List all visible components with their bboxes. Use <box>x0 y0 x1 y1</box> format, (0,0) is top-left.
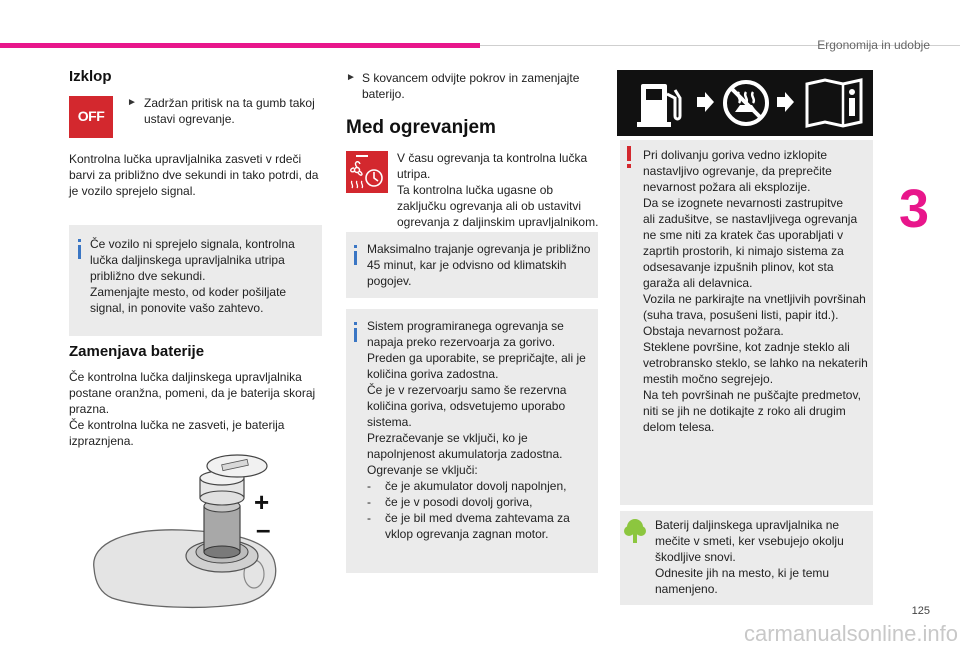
text-line: zaprtih prostorih, ki nimajo sistema za <box>643 244 844 258</box>
text-line: odsesavanje izpušnih plinov, kot sta <box>643 260 834 274</box>
list-dash: - <box>367 495 371 509</box>
text-line: vetrobransko steklo, se lahko na nekaterih <box>643 356 868 370</box>
text-line: napolnjenost akumulatorja zadostna. <box>367 447 563 461</box>
text-line: postane oranžna, pomeni, da je baterija skoraj <box>69 386 316 400</box>
text-line: V času ogrevanja ta kontrolna lučka <box>397 151 588 165</box>
text-line: Ogrevanje se vključi: <box>367 463 478 477</box>
text-line: Če kontrolna lučka daljinskega upravljalnika <box>69 370 302 384</box>
battery-minus-label: – <box>256 514 271 544</box>
text-line: utripa. <box>397 167 431 181</box>
page-number: 125 <box>911 605 930 617</box>
text-line: nevarnost požara ali eksplozije. <box>643 180 811 194</box>
list-item <box>367 510 595 526</box>
izklop-heading: Izklop <box>69 68 112 85</box>
fan-timer-icon <box>346 151 388 193</box>
text-line: baterijo. <box>362 87 405 101</box>
eco-tree-icon <box>624 518 646 544</box>
text-line: škodljive snovi. <box>655 550 736 564</box>
off-button-icon <box>69 96 113 138</box>
text-line: Vozila ne parkirajte na vnetljivih površinah <box>643 292 866 306</box>
text-line: S kovancem odvijte pokrov in zamenjajte <box>362 71 580 85</box>
battery-step <box>362 70 602 102</box>
text-line: Obstaja nevarnost požara. <box>643 324 784 338</box>
battery-heading: Zamenjava baterije <box>69 343 205 360</box>
text-line: ne sme niti za kratek čas uporabljati v <box>643 228 844 242</box>
arrow-right-icon <box>697 92 714 112</box>
chapter-number: 3 <box>898 179 930 239</box>
no-heating-icon <box>725 82 767 124</box>
izklop-step: Zadržan pritisk na ta gumb takoj ustavi ogrevanje. <box>144 96 315 126</box>
heating-indicator-icon <box>346 151 388 193</box>
text-line: Odnesite jih na mesto, ki je temu <box>655 566 830 580</box>
text-line: Na teh površinah ne puščajte predmetov, <box>643 388 861 402</box>
list-dash: - <box>367 479 371 493</box>
text-line: količina goriva zadostna. <box>367 367 499 381</box>
text-line: Maksimalno trajanje ogrevanja je približno <box>367 242 591 256</box>
list-item-continuation: vklop ogrevanja zagnan motor. <box>385 527 549 541</box>
text-line: Sistem programiranega ogrevanja se <box>367 319 564 333</box>
eco-text <box>655 517 870 597</box>
text-line: napaja preko rezervoarja za gorivo. <box>367 335 556 349</box>
text-line: nastavljivo ogrevanje, da preprečite <box>643 164 832 178</box>
info-icon-bar <box>354 328 357 342</box>
info-icon-bar <box>78 245 81 259</box>
text-line: ogrevanja z daljinskim upravljalnikom. <box>397 215 599 229</box>
text-line: lučka daljinskega upravljalnika utripa <box>90 253 285 267</box>
text-line: niti se jih ne dotikajte z roko ali drugim <box>643 404 846 418</box>
info-icon <box>354 245 357 248</box>
battery-paragraph <box>69 369 329 449</box>
text-line: sistema. <box>367 415 412 429</box>
heating-paragraph <box>397 150 602 230</box>
list-item-text: če je v posodi dovolj goriva, <box>385 495 533 509</box>
text-line: Baterij daljinskega upravljalnika ne <box>655 518 840 532</box>
list-dash: - <box>367 511 371 525</box>
warning-icon <box>627 146 631 161</box>
text-line: Preden ga uporabite, se prepričajte, ali je <box>367 351 586 365</box>
info-icon <box>78 239 81 242</box>
battery-plus-label: + <box>254 487 270 517</box>
list-item <box>367 478 595 494</box>
text-line: mečite v smeti, ker vsebujejo okolju <box>655 534 844 548</box>
section-title: Ergonomija in udobje <box>817 38 930 52</box>
text-line: Steklene površine, kot zadnje steklo ali <box>643 340 850 354</box>
fuel-pump-icon <box>637 84 680 127</box>
text-line: signal, in ponovite vašo zahtevo. <box>90 301 264 315</box>
text-line: Kontrolna lučka upravljalnika zasveti v rdeči <box>69 152 302 166</box>
header-accent-bar <box>0 43 480 48</box>
text-line: Če kontrolna lučka ne zasveti, je baterija <box>69 418 285 432</box>
text-line: izpraznjena. <box>69 434 134 448</box>
text-line: Če je v rezervoarju samo še rezervna <box>367 383 567 397</box>
off-badge-label: OFF <box>77 108 105 124</box>
text-line: delom telesa. <box>643 420 715 434</box>
arrow-right-icon <box>777 92 794 112</box>
text-line: namenjeno. <box>655 582 718 596</box>
info-icon <box>354 322 357 325</box>
text-line: približno dve sekundi. <box>90 269 206 283</box>
info-icon-bar <box>354 251 357 265</box>
text-line: Ta kontrolna lučka ugasne ob <box>397 183 554 197</box>
izklop-paragraph <box>69 151 329 199</box>
text-line: Da se izognete nevarnosti zastrupitve <box>643 196 844 210</box>
list-item-text: če je bil med dvema zahtevama za <box>385 511 570 525</box>
watermark: carmanualsonline.info <box>743 621 958 646</box>
warning-text <box>643 147 875 435</box>
text-line: (suha trava, posušeni listi, papir itd.). <box>643 308 839 322</box>
battery-replacement-illustration <box>82 448 282 610</box>
text-line: 45 minut, kar je odvisno od klimatskih <box>367 258 567 272</box>
text-line: je vozilo sprejelo signal. <box>69 184 196 198</box>
text-line: Če vozilo ni sprejelo signala, kontrolna <box>90 237 295 251</box>
text-line: prazna. <box>69 402 110 416</box>
list-item-text: če je akumulator dovolj napolnjen, <box>385 479 567 493</box>
heating-heading: Med ogrevanjem <box>346 117 496 138</box>
text-line: garaža ali delavnica. <box>643 276 753 290</box>
warning-pictogram-strip <box>617 70 873 136</box>
warning-icon-dot <box>627 164 631 168</box>
text-line: ali zadušitve, se nastavljivega ogrevanja <box>643 212 858 226</box>
text-line: Prezračevanje se vključi, ko je <box>367 431 528 445</box>
info-text-duration <box>367 241 595 289</box>
text-line: barvi za približno dve sekundi in tako potrdi, da <box>69 168 319 182</box>
text-line: pogojev. <box>367 274 412 288</box>
info-text-signal <box>90 236 318 316</box>
text-line: Pri dolivanju goriva vedno izklopite <box>643 148 828 162</box>
list-item <box>367 494 595 510</box>
arrow-bullet-icon: ► <box>346 72 356 83</box>
text-line: mestih močno segrejejo. <box>643 372 774 386</box>
arrow-bullet-icon: ► <box>127 97 137 108</box>
info-text-fuel <box>367 318 595 542</box>
manual-book-icon <box>807 80 861 126</box>
fuel-heater-manual-pictograms <box>617 70 873 136</box>
text-line: Zamenjajte mesto, od koder pošiljate <box>90 285 287 299</box>
text-line: zaključku ogrevanja ali ob ustavitvi <box>397 199 582 213</box>
text-line: količina goriva, odsvetujemo uporabo <box>367 399 566 413</box>
